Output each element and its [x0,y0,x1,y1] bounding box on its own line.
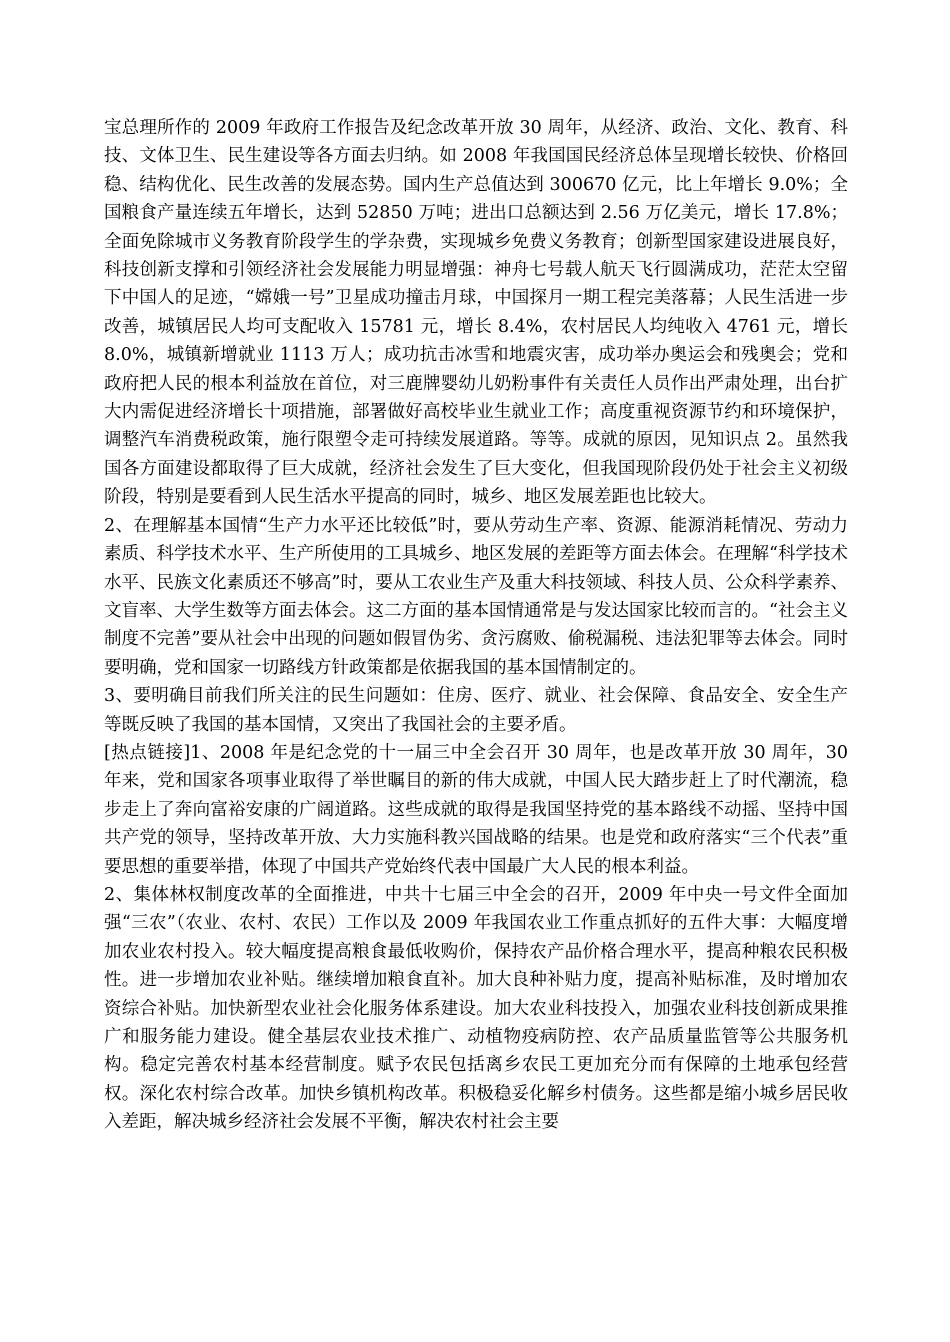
paragraph-achievements: 宝总理所作的 2009 年政府工作报告及纪念改革开放 30 周年，从经济、政治、文化、教育、科技、文体卫生、民生建设等各方面去归纳。如 2008 年我国国民经济总体呈现增长较快、价格回稳、结构优化、民生改善的发展态势。国内生产总值达到 300670 亿元，比上年增长 9.0%；全国粮食产量连续五年增长，达到 52850 万吨；进出口总额达到 2.56 万亿美元，增长 17.8%；全面免除城市义务教育阶段学生的学杂费，实现城乡免费义务教育；创新型国家建设进展良好，科技创新支撑和引领经济社会发展能力明显增强：神舟七号载人航天飞行圆满成功，茫茫太空留下中国人的足迹，“嫦娥一号”卫星成功撞击月球，中国探月一期工程完美落幕；人民生活进一步改善，城镇居民人均可支配收入 15781 元，增长 8.4%，农村居民人均纯收入 4761 元，增长 8.0%，城镇新增就业 1113 万人；成功抗击冰雪和地震灾害，成功举办奥运会和残奥会；党和政府把人民的根本利益放在首位，对三鹿牌婴幼儿奶粉事件有关责任人员作出严肃处理，出台扩大内需促进经济增长十项措施，部署做好高校毕业生就业工作；高度重视资源节约和环境保护，调整汽车消费税政策，施行限塑令走可持续发展道路。等等。成就的原因，见知识点 2。虽然我国各方面建设都取得了巨大成就，经济社会发生了巨大变化，但我国现阶段仍处于社会主义初级阶段，特别是要看到人民生活水平提高的同时，城乡、地区发展差距也比较大。 [104,118,848,508]
paragraph-livelihood-issues: 3、要明确目前我们所关注的民生问题如：住房、医疗、就业、社会保障、食品安全、安全生产等既反映了我国的基本国情，又突出了我国社会的主要矛盾。 [104,686,848,735]
paragraph-hotspot-link-2: 2、集体林权制度改革的全面推进，中共十七届三中全会的召开，2009 年中央一号文件全面加强“三农”（农业、农村、农民）工作以及 2009 年我国农业工作重点抓好的五件大事：大幅度增加农业农村投入。较大幅度提高粮食最低收购价，保持农产品价格合理水平，提高种粮农民积极性。进一步增加农业补贴。继续增加粮食直补。加大良种补贴力度，提高补贴标准，及时增加农资综合补贴。加快新型农业社会化服务体系建设。加大农业科技投入，加强农业科技创新成果推广和服务能力建设。健全基层农业技术推广、动植物疫病防控、农产品质量监管等公共服务机构。稳定完善农村基本经营制度。赋予农民包括离乡农民工更加充分而有保障的土地承包经营权。深化农村综合改革。加快乡镇机构改革。积极稳妥化解乡村债务。这些都是缩小城乡居民收入差距，解决城乡经济社会发展不平衡，解决农村社会主要 [104,884,848,1133]
paragraph-hotspot-link-1: [热点链接]1、2008 年是纪念党的十一届三中全会召开 30 周年，也是改革开放 30 周年，30 年来，党和国家各项事业取得了举世瞩目的新的伟大成就，中国人民大踏步赶上了时代潮流，稳步走上了奔向富裕安康的广阔道路。这些成就的取得是我国坚持党的基本路线不动摇、坚持中国共产党的领导，坚持改革开放、大力实施科教兴国战略的结果。也是党和政府落实“三个代表”重要思想的重要举措，体现了中国共产党始终代表中国最广大人民的根本利益。 [104,742,848,877]
document-body [104,114,848,1137]
paragraph-basic-national-conditions: 2、在理解基本国情“生产力水平还比较低”时，要从劳动生产率、资源、能源消耗情况、劳动力素质、科学技术水平、生产所使用的工具城乡、地区发展的差距等方面去体会。在理解“科学技术水平、民族文化素质还不够高”时，要从工农业生产及重大科技领域、科技人员、公众科学素养、文盲率、大学生数等方面去体会。这二方面的基本国情通常是与发达国家比较而言的。“社会主义制度不完善”要从社会中出现的问题如假冒伪劣、贪污腐败、偷税漏税、违法犯罪等去体会。同时要明确，党和国家一切路线方针政策都是依据我国的基本国情制定的。 [104,515,848,678]
